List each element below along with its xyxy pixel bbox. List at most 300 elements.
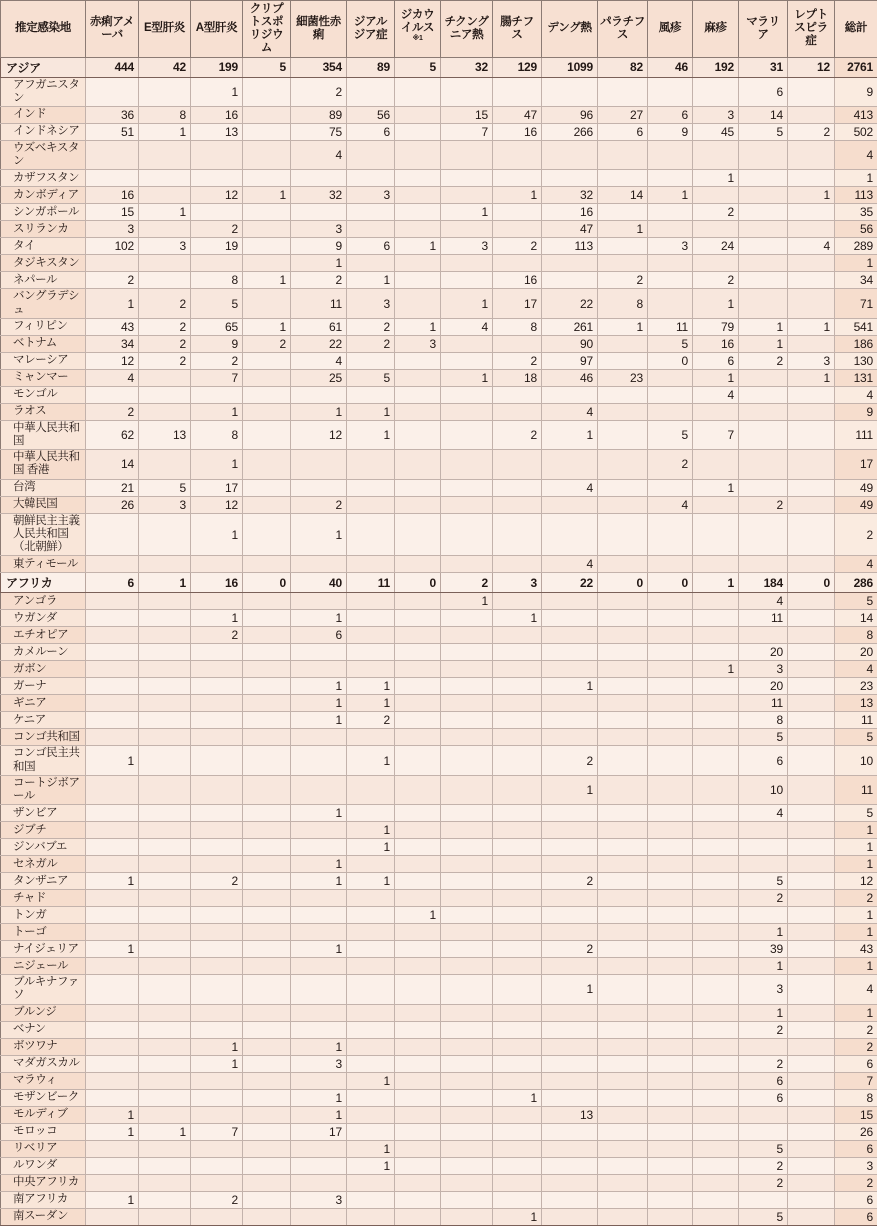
cell-d8: 3 — [493, 573, 542, 593]
cell-total: 2 — [835, 1174, 877, 1191]
cell-total: 15 — [835, 1106, 877, 1123]
cell-d2: 2 — [191, 221, 243, 238]
cell-d13 — [739, 450, 788, 479]
cell-d0 — [86, 77, 139, 106]
cell-d4: 12 — [291, 420, 347, 449]
cell-d5 — [347, 1021, 395, 1038]
cell-d1 — [139, 924, 191, 941]
country-row — [1, 140, 877, 169]
column-header-d13: マラリア — [739, 1, 788, 58]
cell-d0 — [86, 610, 139, 627]
cell-d4: 61 — [291, 318, 347, 335]
cell-d14 — [788, 593, 835, 610]
cell-d4: 354 — [291, 57, 347, 77]
cell-d0 — [86, 661, 139, 678]
country-name: コートジボアール — [1, 775, 86, 804]
cell-d10 — [598, 610, 648, 627]
cell-d13: 1 — [739, 1004, 788, 1021]
cell-d0 — [86, 1004, 139, 1021]
cell-d14 — [788, 272, 835, 289]
cell-d3 — [243, 513, 291, 556]
cell-d5 — [347, 1208, 395, 1225]
cell-d8: 1 — [493, 610, 542, 627]
cell-d1 — [139, 140, 191, 169]
column-header-d10: パラチフス — [598, 1, 648, 58]
cell-d3 — [243, 678, 291, 695]
cell-d6 — [395, 610, 441, 627]
cell-d14 — [788, 479, 835, 496]
cell-d8 — [493, 255, 542, 272]
cell-d11 — [648, 1072, 693, 1089]
cell-d8 — [493, 386, 542, 403]
cell-d10 — [598, 822, 648, 839]
cell-d6 — [395, 352, 441, 369]
cell-d9: 22 — [542, 573, 598, 593]
country-name: チャド — [1, 890, 86, 907]
country-name: ニジェール — [1, 958, 86, 975]
cell-d4 — [291, 975, 347, 1004]
cell-d14 — [788, 1140, 835, 1157]
cell-d8 — [493, 556, 542, 573]
cell-d13 — [739, 513, 788, 556]
cell-d8: 2 — [493, 420, 542, 449]
country-name: リベリア — [1, 1140, 86, 1157]
cell-d13: 11 — [739, 695, 788, 712]
cell-d8 — [493, 1140, 542, 1157]
cell-d1 — [139, 1021, 191, 1038]
cell-d1 — [139, 678, 191, 695]
cell-d13: 5 — [739, 1208, 788, 1225]
cell-d11 — [648, 941, 693, 958]
cell-d11 — [648, 1140, 693, 1157]
cell-d11 — [648, 958, 693, 975]
cell-d12 — [693, 907, 739, 924]
column-header-d8: 腸チフス — [493, 1, 542, 58]
cell-d7: 32 — [441, 57, 493, 77]
cell-d4: 11 — [291, 289, 347, 318]
cell-d3 — [243, 1021, 291, 1038]
cell-d10 — [598, 450, 648, 479]
cell-d2 — [191, 204, 243, 221]
country-row — [1, 238, 877, 255]
cell-d14 — [788, 907, 835, 924]
cell-d10 — [598, 1157, 648, 1174]
cell-d5: 2 — [347, 318, 395, 335]
cell-d3 — [243, 873, 291, 890]
country-name: ラオス — [1, 403, 86, 420]
cell-d10 — [598, 1174, 648, 1191]
cell-d9: 22 — [542, 289, 598, 318]
cell-d4: 1 — [291, 805, 347, 822]
cell-d9 — [542, 496, 598, 513]
cell-d9: 2 — [542, 746, 598, 775]
country-row — [1, 661, 877, 678]
cell-total: 23 — [835, 678, 877, 695]
cell-d7 — [441, 386, 493, 403]
cell-d5: 3 — [347, 289, 395, 318]
cell-d3 — [243, 1072, 291, 1089]
cell-d0: 2 — [86, 272, 139, 289]
country-name: カメルーン — [1, 644, 86, 661]
cell-d5 — [347, 386, 395, 403]
cell-d9 — [542, 958, 598, 975]
cell-d9 — [542, 907, 598, 924]
cell-d3 — [243, 123, 291, 140]
cell-d6: 1 — [395, 907, 441, 924]
cell-d5 — [347, 644, 395, 661]
cell-d3: 1 — [243, 272, 291, 289]
cell-d4 — [291, 1072, 347, 1089]
cell-d10 — [598, 627, 648, 644]
cell-d9 — [542, 1021, 598, 1038]
cell-d0 — [86, 822, 139, 839]
cell-d7 — [441, 805, 493, 822]
cell-d14 — [788, 941, 835, 958]
cell-total: 4 — [835, 140, 877, 169]
cell-d11 — [648, 975, 693, 1004]
cell-d8 — [493, 1055, 542, 1072]
country-row — [1, 318, 877, 335]
cell-d4: 2 — [291, 496, 347, 513]
cell-total: 49 — [835, 479, 877, 496]
country-row — [1, 369, 877, 386]
cell-d9 — [542, 695, 598, 712]
country-name: ブルンジ — [1, 1004, 86, 1021]
cell-d4 — [291, 1140, 347, 1157]
cell-d7 — [441, 856, 493, 873]
cell-d9 — [542, 1038, 598, 1055]
cell-d7 — [441, 839, 493, 856]
cell-d2: 2 — [191, 1191, 243, 1208]
cell-d5: 6 — [347, 123, 395, 140]
country-name: ブルキナファソ — [1, 975, 86, 1004]
cell-d0 — [86, 958, 139, 975]
cell-d10 — [598, 593, 648, 610]
cell-total: 2 — [835, 890, 877, 907]
cell-d2 — [191, 856, 243, 873]
cell-d1: 42 — [139, 57, 191, 77]
cell-d11 — [648, 513, 693, 556]
cell-total: 289 — [835, 238, 877, 255]
cell-d14 — [788, 403, 835, 420]
country-name: 中華人民共和国 — [1, 420, 86, 449]
cell-d5 — [347, 627, 395, 644]
cell-total: 11 — [835, 712, 877, 729]
cell-d7 — [441, 695, 493, 712]
cell-d4: 32 — [291, 187, 347, 204]
cell-total: 1 — [835, 170, 877, 187]
cell-d14 — [788, 924, 835, 941]
cell-d1 — [139, 1038, 191, 1055]
cell-d0 — [86, 644, 139, 661]
cell-d8 — [493, 221, 542, 238]
cell-total: 186 — [835, 335, 877, 352]
cell-d6 — [395, 1004, 441, 1021]
cell-d13: 4 — [739, 805, 788, 822]
cell-d11 — [648, 1004, 693, 1021]
cell-d4 — [291, 1021, 347, 1038]
cell-d8 — [493, 1021, 542, 1038]
cell-d9 — [542, 661, 598, 678]
cell-d5 — [347, 556, 395, 573]
cell-d3 — [243, 450, 291, 479]
cell-d3 — [243, 479, 291, 496]
country-row — [1, 712, 877, 729]
cell-d12 — [693, 187, 739, 204]
cell-d13: 5 — [739, 873, 788, 890]
cell-d7 — [441, 272, 493, 289]
cell-d1 — [139, 1089, 191, 1106]
cell-d12 — [693, 746, 739, 775]
cell-d11 — [648, 661, 693, 678]
cell-total: 10 — [835, 746, 877, 775]
cell-d2 — [191, 746, 243, 775]
country-row — [1, 204, 877, 221]
cell-d8 — [493, 712, 542, 729]
country-name: 大韓民国 — [1, 496, 86, 513]
cell-d8 — [493, 450, 542, 479]
country-name: ベトナム — [1, 335, 86, 352]
country-name: タイ — [1, 238, 86, 255]
cell-d6 — [395, 856, 441, 873]
cell-d8 — [493, 924, 542, 941]
cell-d14 — [788, 712, 835, 729]
cell-d0 — [86, 1021, 139, 1038]
cell-d9: 16 — [542, 204, 598, 221]
cell-d1 — [139, 1140, 191, 1157]
cell-d0: 1 — [86, 289, 139, 318]
cell-d8 — [493, 335, 542, 352]
country-row — [1, 627, 877, 644]
country-row — [1, 775, 877, 804]
cell-d11 — [648, 873, 693, 890]
column-header-d0: 赤痢アメーバ — [86, 1, 139, 58]
cell-d3 — [243, 941, 291, 958]
cell-d12 — [693, 924, 739, 941]
cell-d11 — [648, 746, 693, 775]
cell-d0: 51 — [86, 123, 139, 140]
cell-d6 — [395, 941, 441, 958]
cell-d10: 82 — [598, 57, 648, 77]
country-row — [1, 1038, 877, 1055]
cell-d1 — [139, 403, 191, 420]
cell-d8: 16 — [493, 272, 542, 289]
cell-d6 — [395, 958, 441, 975]
cell-d12 — [693, 805, 739, 822]
cell-d10 — [598, 644, 648, 661]
cell-d10 — [598, 958, 648, 975]
cell-d1 — [139, 907, 191, 924]
cell-d13: 2 — [739, 1055, 788, 1072]
cell-d0: 16 — [86, 187, 139, 204]
cell-d7 — [441, 907, 493, 924]
country-row — [1, 890, 877, 907]
cell-d9: 1 — [542, 678, 598, 695]
region-name: アフリカ — [1, 573, 86, 593]
cell-d14 — [788, 746, 835, 775]
cell-d6 — [395, 1106, 441, 1123]
cell-d10 — [598, 238, 648, 255]
cell-d0: 1 — [86, 941, 139, 958]
cell-d0 — [86, 1038, 139, 1055]
cell-d11: 5 — [648, 335, 693, 352]
country-row — [1, 1055, 877, 1072]
cell-d0: 15 — [86, 204, 139, 221]
cell-d3 — [243, 170, 291, 187]
cell-d6 — [395, 627, 441, 644]
cell-d0: 1 — [86, 746, 139, 775]
cell-d10 — [598, 1004, 648, 1021]
cell-d0 — [86, 140, 139, 169]
cell-d1 — [139, 805, 191, 822]
cell-total: 1 — [835, 839, 877, 856]
cell-d6 — [395, 420, 441, 449]
cell-d2 — [191, 839, 243, 856]
cell-d6 — [395, 1157, 441, 1174]
cell-d5: 89 — [347, 57, 395, 77]
column-header-d7: チクングニア熱 — [441, 1, 493, 58]
cell-d12 — [693, 1021, 739, 1038]
cell-d8 — [493, 941, 542, 958]
cell-d4: 9 — [291, 238, 347, 255]
cell-d5: 1 — [347, 1157, 395, 1174]
cell-total: 1 — [835, 822, 877, 839]
cell-d1 — [139, 386, 191, 403]
cell-d7 — [441, 255, 493, 272]
cell-d10 — [598, 556, 648, 573]
cell-d2 — [191, 941, 243, 958]
country-name: 中華人民共和国 香港 — [1, 450, 86, 479]
cell-d2 — [191, 1157, 243, 1174]
country-name: ナイジェリア — [1, 941, 86, 958]
cell-d12 — [693, 140, 739, 169]
cell-total: 9 — [835, 77, 877, 106]
cell-d5 — [347, 479, 395, 496]
cell-d3 — [243, 1208, 291, 1225]
cell-d0 — [86, 255, 139, 272]
cell-d6 — [395, 140, 441, 169]
cell-d4 — [291, 661, 347, 678]
cell-d3 — [243, 420, 291, 449]
cell-d13: 10 — [739, 775, 788, 804]
column-header-d1: E型肝炎 — [139, 1, 191, 58]
cell-d11 — [648, 856, 693, 873]
cell-d1 — [139, 856, 191, 873]
cell-total: 14 — [835, 610, 877, 627]
cell-d10: 2 — [598, 272, 648, 289]
cell-d1 — [139, 221, 191, 238]
cell-d5 — [347, 924, 395, 941]
cell-d7 — [441, 1038, 493, 1055]
cell-d13 — [739, 420, 788, 449]
cell-d7 — [441, 661, 493, 678]
cell-d1 — [139, 729, 191, 746]
cell-d6 — [395, 369, 441, 386]
cell-d4: 1 — [291, 1089, 347, 1106]
cell-d2: 2 — [191, 352, 243, 369]
country-name: トンガ — [1, 907, 86, 924]
cell-d11: 11 — [648, 318, 693, 335]
cell-d14 — [788, 644, 835, 661]
cell-d11: 6 — [648, 106, 693, 123]
cell-d1: 8 — [139, 106, 191, 123]
cell-d5 — [347, 140, 395, 169]
cell-d3 — [243, 1004, 291, 1021]
cell-total: 8 — [835, 627, 877, 644]
cell-d13: 1 — [739, 318, 788, 335]
cell-d6 — [395, 746, 441, 775]
country-name: ネパール — [1, 272, 86, 289]
cell-d5 — [347, 1089, 395, 1106]
cell-d1 — [139, 272, 191, 289]
cell-d6 — [395, 1140, 441, 1157]
cell-d5 — [347, 805, 395, 822]
cell-d14: 4 — [788, 238, 835, 255]
cell-d14: 1 — [788, 318, 835, 335]
cell-total: 17 — [835, 450, 877, 479]
cell-d0 — [86, 170, 139, 187]
cell-d3 — [243, 975, 291, 1004]
cell-d1: 1 — [139, 573, 191, 593]
cell-total: 6 — [835, 1191, 877, 1208]
cell-d3: 0 — [243, 573, 291, 593]
cell-d13 — [739, 822, 788, 839]
cell-d4 — [291, 822, 347, 839]
cell-d0 — [86, 907, 139, 924]
cell-d13 — [739, 204, 788, 221]
cell-d2: 1 — [191, 1055, 243, 1072]
cell-d2 — [191, 924, 243, 941]
cell-d11 — [648, 369, 693, 386]
cell-d1 — [139, 187, 191, 204]
cell-d5 — [347, 204, 395, 221]
cell-d12: 24 — [693, 238, 739, 255]
cell-d9 — [542, 513, 598, 556]
country-row — [1, 975, 877, 1004]
cell-d9 — [542, 1072, 598, 1089]
cell-d6 — [395, 1055, 441, 1072]
cell-d10 — [598, 1021, 648, 1038]
cell-d0 — [86, 1140, 139, 1157]
cell-d2: 12 — [191, 187, 243, 204]
cell-d11 — [648, 1055, 693, 1072]
cell-d4: 3 — [291, 1055, 347, 1072]
cell-d5: 2 — [347, 335, 395, 352]
cell-d9: 266 — [542, 123, 598, 140]
country-name: ミャンマー — [1, 369, 86, 386]
cell-d13 — [739, 556, 788, 573]
cell-d6 — [395, 170, 441, 187]
cell-d0: 1 — [86, 873, 139, 890]
cell-d5 — [347, 496, 395, 513]
cell-d3 — [243, 140, 291, 169]
cell-d3 — [243, 221, 291, 238]
cell-d4 — [291, 775, 347, 804]
cell-d12 — [693, 712, 739, 729]
cell-d7 — [441, 958, 493, 975]
cell-d8 — [493, 403, 542, 420]
cell-d7 — [441, 890, 493, 907]
cell-d10 — [598, 805, 648, 822]
cell-d1: 13 — [139, 420, 191, 449]
cell-d8 — [493, 627, 542, 644]
cell-d10 — [598, 1140, 648, 1157]
cell-d3 — [243, 77, 291, 106]
cell-d5 — [347, 77, 395, 106]
country-name: エチオピア — [1, 627, 86, 644]
cell-d13: 5 — [739, 123, 788, 140]
cell-d0 — [86, 386, 139, 403]
